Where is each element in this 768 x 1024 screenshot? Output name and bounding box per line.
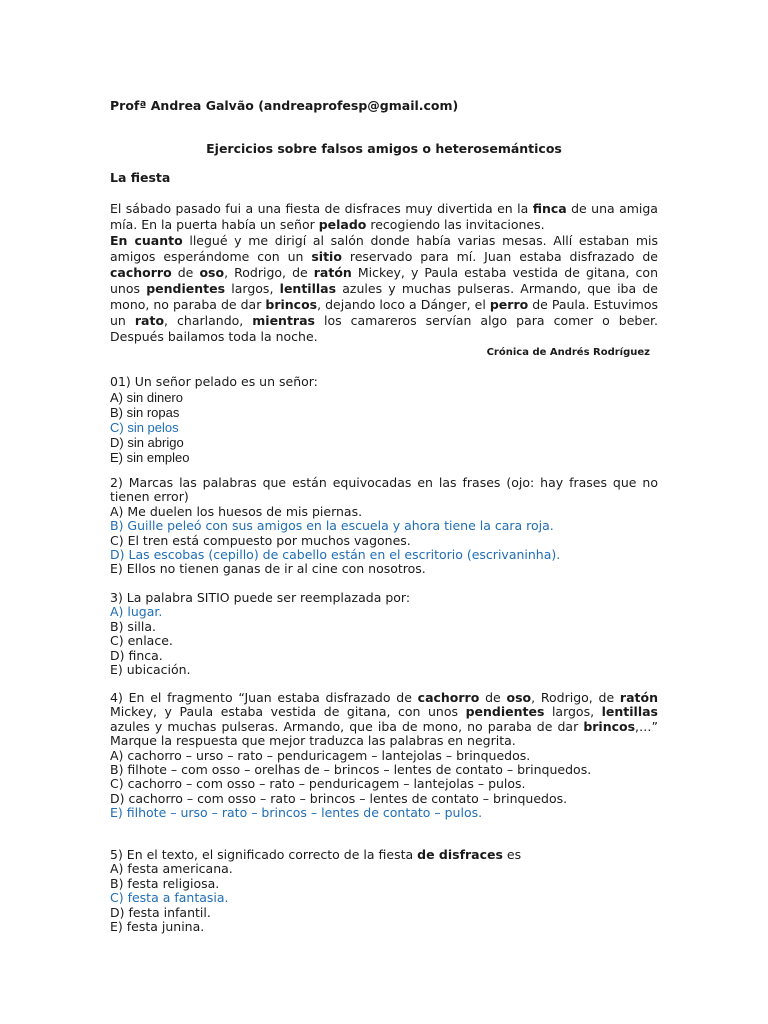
question-1-options [110, 390, 658, 465]
bold-word: finca [532, 201, 567, 216]
bold-word: pendientes [465, 704, 545, 720]
story-text-run: , dejando loco a Dánger, el [317, 297, 490, 312]
bold-word: lentillas [279, 281, 337, 296]
bold-word: pelado [318, 217, 367, 232]
question-4-prompt [110, 691, 658, 749]
bold-word: rato [134, 313, 165, 328]
option-e: E) Ellos no tienen ganas de ir al cine con nosotros. [110, 561, 426, 577]
option-e: E) festa junina. [110, 919, 205, 935]
question-1-prompt: 01) Un señor pelado es un señor: [110, 374, 318, 389]
bold-word: brincos [265, 297, 318, 312]
option-d: D) festa infantil. [110, 904, 211, 920]
story-text-run: largos, [225, 281, 280, 296]
option-d: D) finca. [110, 647, 163, 663]
option-a: A) cachorro – urso – rato – penduricagem – lantejolas – brinquedos. [110, 747, 531, 763]
option-a: A) Me duelen los huesos de mis piernas. [110, 503, 363, 519]
option-e: E) ubicación. [110, 662, 191, 678]
question-text-run: es [502, 847, 522, 862]
option-b: B) festa religiosa. [110, 875, 220, 891]
author-line: Profª Andrea Galvão (andreaprofesp@gmail.com) [110, 98, 459, 113]
question-4 [110, 691, 658, 821]
question-2 [110, 476, 658, 577]
story-text-run: llegué y me dirigí al salón donde había varias mesas. Allí estaban mis amigos esperándome con un [110, 233, 659, 264]
bold-word: En cuanto [110, 233, 183, 248]
story-text-run: , Rodrigo, de [224, 265, 314, 280]
option-a: A) sin dinero [110, 390, 183, 405]
question-text-run: largos, [544, 704, 602, 720]
section-title: La fiesta [110, 170, 171, 185]
story-text [110, 201, 658, 361]
option-b: B) filhote – com osso – orelhas de – brincos – lentes de contato – brinquedos. [110, 762, 592, 778]
bold-word: cachorro [417, 690, 480, 705]
option-e-answer: E) filhote – urso – rato – brincos – lentes de contato – pulos. [110, 805, 483, 821]
question-text-run: 5) En el texto, el significado correcto de la fiesta [110, 847, 418, 862]
story-paragraph-1 [110, 201, 658, 233]
bold-word: oso [199, 265, 225, 280]
question-text-run: , Rodrigo, de [531, 690, 620, 705]
question-5 [110, 848, 658, 934]
bold-word: mientras [252, 313, 315, 328]
story-text-run: reservado para mí. Juan estaba disfrazado de [341, 249, 658, 264]
option-b-answer: B) Guille peleó con sus amigos en la escuela y ahora tiene la cara roja. [110, 518, 554, 534]
question-text-run: azules y muchas pulseras. Armando, que iba de mono, no paraba de dar [110, 718, 584, 734]
story-text-run: de Paula. Estuvimos un [110, 297, 658, 328]
story-text-run: de una amiga mía. En la puerta había un señor [110, 201, 658, 232]
bold-word: lentillas [601, 704, 658, 720]
option-d: D) sin abrigo [110, 435, 184, 450]
document-title: Ejercicios sobre falsos amigos o heterosemánticos [206, 141, 562, 156]
story-text-run: recogiendo las invitaciones. [366, 217, 545, 232]
bold-word: ratón [313, 265, 352, 280]
question-text-run: de [479, 690, 507, 705]
option-c: C) cachorro – com osso – rato – penduricagem – lantejolas – pulos. [110, 776, 526, 792]
option-c-answer: C) sin pelos [110, 420, 179, 435]
question-3 [110, 591, 658, 677]
story-paragraph-2 [110, 233, 658, 345]
bold-word: ratón [619, 690, 658, 705]
bold-word: pendientes [146, 281, 226, 296]
question-text-run: Mickey, y Paula estaba vestida de gitana, con unos [110, 704, 466, 720]
story-text-run: El sábado pasado fui a una fiesta de disfraces muy divertida en la [110, 201, 533, 216]
story-credit: Crónica de Andrés Rodríguez [486, 347, 650, 358]
story-text-run: de [171, 265, 200, 280]
option-c: C) enlace. [110, 633, 173, 649]
option-d: D) cachorro – com osso – rato – brincos – lentes de contato – brinquedos. [110, 790, 568, 806]
question-1 [110, 374, 658, 465]
option-d-answer: D) Las escobas (cepillo) de cabello están en el escritorio (escrivaninha). [110, 547, 561, 563]
question-2-prompt: 2) Marcas las palabras que están equivocadas en las frases (ojo: hay frases que no tienen error) [110, 475, 658, 505]
question-text-run: 4) En el fragmento “Juan estaba disfrazado de [110, 690, 418, 705]
option-b: B) sin ropas [110, 405, 180, 420]
option-b: B) silla. [110, 618, 156, 634]
option-a-answer: A) lugar. [110, 604, 163, 620]
bold-word: oso [506, 690, 532, 705]
story-text-run: , charlando, [164, 313, 253, 328]
story-text-run: los camareros servían algo para comer o beber. Después bailamos toda la noche. [110, 313, 658, 344]
bold-word: de disfraces [417, 847, 503, 862]
bold-word: cachorro [110, 265, 172, 280]
question-3-prompt: 3) La palabra SITIO puede ser reemplazada por: [110, 590, 411, 605]
option-c-answer: C) festa a fantasia. [110, 890, 229, 906]
bold-word: sitio [311, 249, 342, 264]
option-e: E) sin empleo [110, 450, 190, 465]
question-text-run: ,…” Marque la respuesta que mejor traduzca las palabras en negrita. [110, 718, 658, 749]
story-text-run: azules y muchas pulseras. Armando, que iba de mono, no paraba de dar [110, 281, 658, 312]
option-c: C) El tren está compuesto por muchos vagones. [110, 532, 411, 548]
bold-word: brincos [583, 718, 636, 734]
option-a: A) festa americana. [110, 861, 233, 877]
bold-word: perro [489, 297, 529, 312]
story-text-run: Mickey, y Paula estaba vestida de gitana, con unos [110, 265, 658, 296]
question-5-prompt [110, 848, 658, 862]
